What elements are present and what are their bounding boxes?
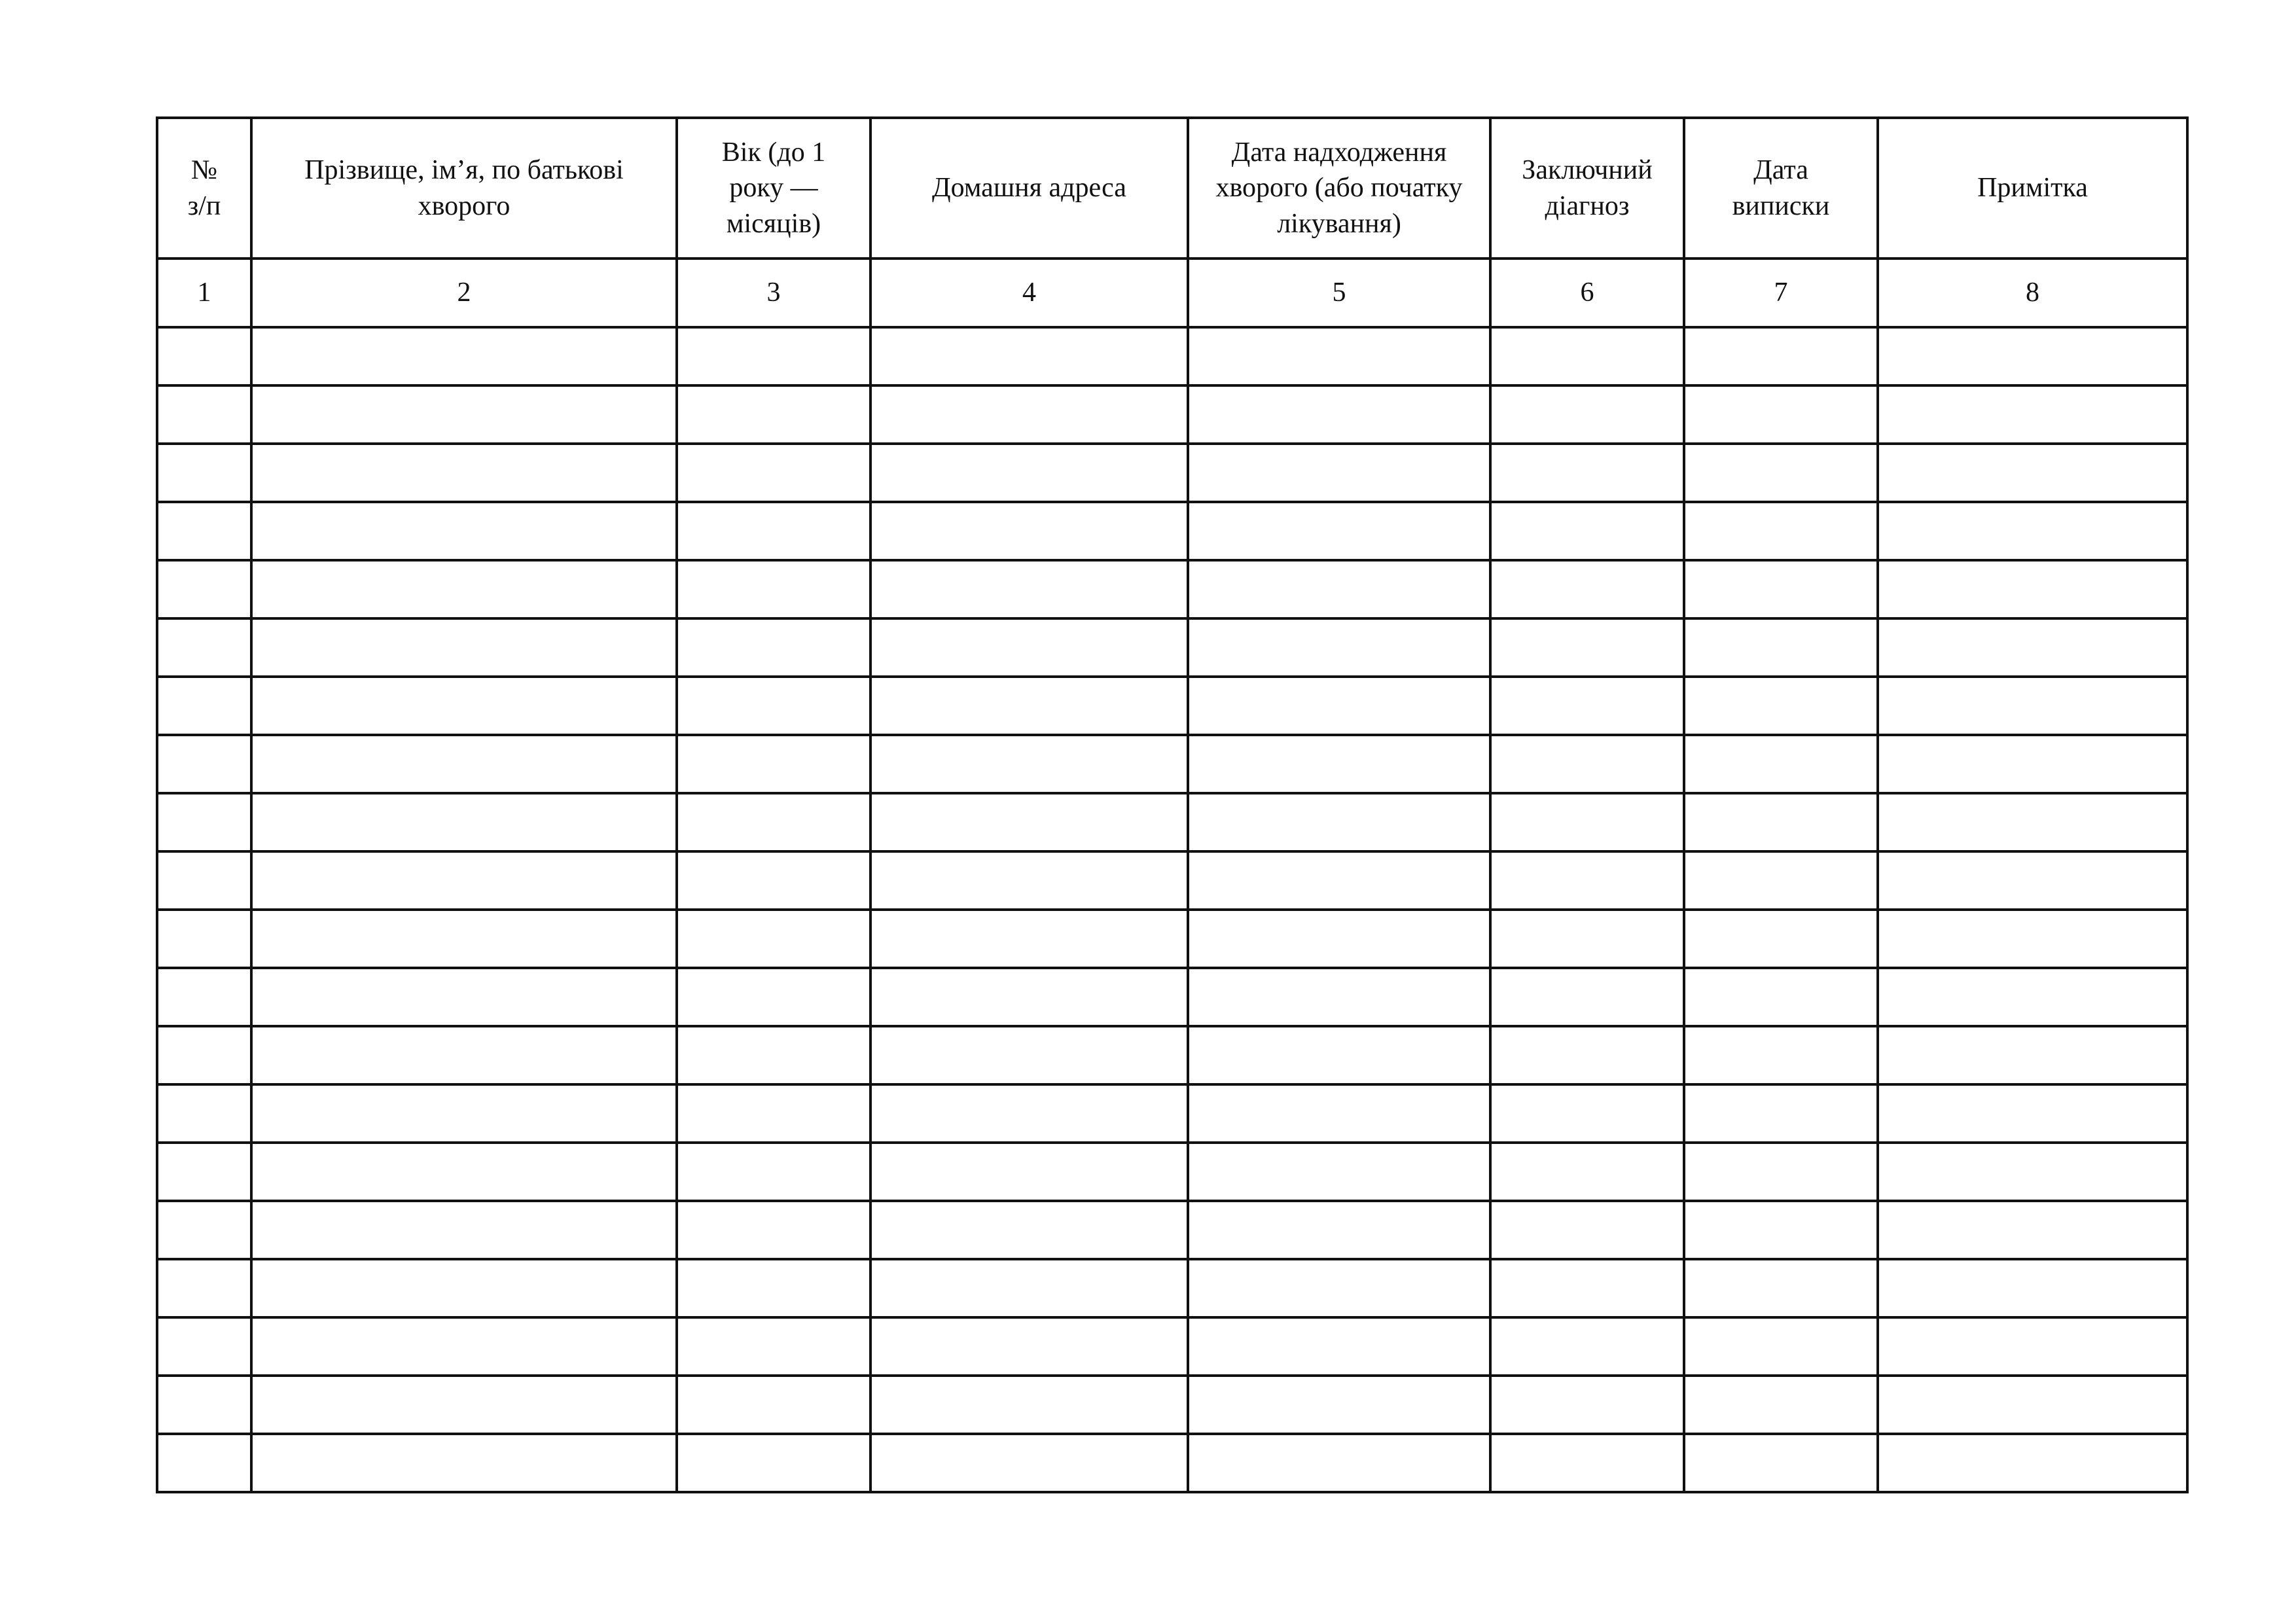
table-row [157, 618, 2187, 677]
empty-cell[interactable] [1188, 1259, 1490, 1317]
column-number-row [157, 259, 2187, 327]
empty-cell[interactable] [677, 1084, 870, 1143]
empty-cell[interactable] [677, 1201, 870, 1259]
table-row [157, 327, 2187, 385]
empty-cell[interactable] [251, 327, 677, 385]
empty-cell[interactable] [157, 1026, 251, 1084]
empty-cell[interactable] [1878, 851, 2187, 910]
empty-cell[interactable] [157, 1143, 251, 1201]
empty-cell[interactable] [677, 618, 870, 677]
empty-cell[interactable] [1188, 560, 1490, 618]
empty-cell[interactable] [1490, 1434, 1684, 1492]
header-label: Вік (до 1 року — місяців) [721, 137, 826, 239]
empty-cell[interactable] [677, 677, 870, 735]
empty-cell[interactable] [1684, 1026, 1878, 1084]
table-row [157, 1143, 2187, 1201]
empty-cell[interactable] [1490, 1317, 1684, 1376]
empty-cell[interactable] [1878, 793, 2187, 851]
empty-cell[interactable] [870, 385, 1188, 444]
empty-cell[interactable] [677, 910, 870, 968]
header-label: Примітка [1977, 173, 2088, 204]
empty-cell[interactable] [1188, 1026, 1490, 1084]
empty-cell[interactable] [1490, 677, 1684, 735]
empty-cell[interactable] [251, 618, 677, 677]
empty-cell[interactable] [870, 968, 1188, 1026]
empty-cell[interactable] [870, 793, 1188, 851]
empty-cell[interactable] [157, 910, 251, 968]
empty-cell[interactable] [677, 444, 870, 502]
table-row [157, 560, 2187, 618]
header-row [157, 118, 2187, 259]
empty-cell[interactable] [1188, 385, 1490, 444]
empty-cell[interactable] [251, 1376, 677, 1434]
empty-cell[interactable] [157, 1084, 251, 1143]
empty-cell[interactable] [1878, 1259, 2187, 1317]
header-cell-number [157, 118, 251, 259]
empty-cell[interactable] [870, 1026, 1188, 1084]
empty-cell[interactable] [1188, 1434, 1490, 1492]
empty-cell[interactable] [1878, 327, 2187, 385]
header-cell-home-address [870, 118, 1188, 259]
empty-cell[interactable] [1684, 1084, 1878, 1143]
header-label: Прізвище, ім’я, по батькові хворого [304, 154, 624, 221]
empty-cell[interactable] [1490, 1201, 1684, 1259]
empty-cell[interactable] [251, 1434, 677, 1492]
empty-cell[interactable] [251, 1026, 677, 1084]
empty-cell[interactable] [1878, 1376, 2187, 1434]
empty-cell[interactable] [251, 735, 677, 793]
empty-cell[interactable] [870, 677, 1188, 735]
header-label: Дата виписки [1732, 154, 1830, 221]
empty-cell[interactable] [157, 1317, 251, 1376]
empty-cell[interactable] [677, 1376, 870, 1434]
empty-cell[interactable] [677, 385, 870, 444]
empty-cell[interactable] [870, 1259, 1188, 1317]
empty-cell[interactable] [1878, 560, 2187, 618]
empty-cell[interactable] [1490, 851, 1684, 910]
empty-cell[interactable] [1684, 560, 1878, 618]
empty-cell[interactable] [677, 1259, 870, 1317]
column-number: 5 [1188, 259, 1490, 327]
table-row [157, 910, 2187, 968]
header-cell-note [1878, 118, 2187, 259]
table-row [157, 677, 2187, 735]
table-body [157, 327, 2187, 1492]
empty-cell[interactable] [870, 1084, 1188, 1143]
empty-cell[interactable] [870, 1201, 1188, 1259]
column-number: 3 [677, 259, 870, 327]
empty-cell[interactable] [251, 677, 677, 735]
empty-cell[interactable] [870, 1317, 1188, 1376]
empty-cell[interactable] [1490, 1084, 1684, 1143]
empty-cell[interactable] [157, 560, 251, 618]
empty-cell[interactable] [1684, 1259, 1878, 1317]
empty-cell[interactable] [1490, 793, 1684, 851]
empty-cell[interactable] [251, 1084, 677, 1143]
empty-cell[interactable] [1684, 968, 1878, 1026]
empty-cell[interactable] [1188, 1317, 1490, 1376]
header-cell-full-name [251, 118, 677, 259]
table-row [157, 1026, 2187, 1084]
empty-cell[interactable] [1490, 444, 1684, 502]
empty-cell[interactable] [1878, 1084, 2187, 1143]
empty-cell[interactable] [870, 502, 1188, 560]
empty-cell[interactable] [251, 1259, 677, 1317]
empty-cell[interactable] [677, 1317, 870, 1376]
empty-cell[interactable] [1878, 1026, 2187, 1084]
empty-cell[interactable] [870, 1376, 1188, 1434]
empty-cell[interactable] [1490, 910, 1684, 968]
empty-cell[interactable] [251, 1317, 677, 1376]
empty-cell[interactable] [1684, 1143, 1878, 1201]
empty-cell[interactable] [1490, 327, 1684, 385]
empty-cell[interactable] [1878, 735, 2187, 793]
table-row [157, 1317, 2187, 1376]
empty-cell[interactable] [251, 502, 677, 560]
empty-cell[interactable] [157, 793, 251, 851]
column-number: 6 [1490, 259, 1684, 327]
empty-cell[interactable] [157, 851, 251, 910]
empty-cell[interactable] [677, 735, 870, 793]
empty-cell[interactable] [870, 851, 1188, 910]
empty-cell[interactable] [1878, 618, 2187, 677]
empty-cell[interactable] [1490, 735, 1684, 793]
empty-cell[interactable] [1684, 1201, 1878, 1259]
empty-cell[interactable] [1188, 910, 1490, 968]
empty-cell[interactable] [870, 560, 1188, 618]
empty-cell[interactable] [870, 618, 1188, 677]
empty-cell[interactable] [1684, 385, 1878, 444]
empty-cell[interactable] [1684, 618, 1878, 677]
empty-cell[interactable] [677, 327, 870, 385]
header-cell-admission-date [1188, 118, 1490, 259]
empty-cell[interactable] [1188, 677, 1490, 735]
empty-cell[interactable] [677, 1434, 870, 1492]
empty-cell[interactable] [1490, 1259, 1684, 1317]
empty-cell[interactable] [157, 1201, 251, 1259]
empty-cell[interactable] [251, 1201, 677, 1259]
empty-cell[interactable] [157, 1259, 251, 1317]
empty-cell[interactable] [251, 560, 677, 618]
empty-cell[interactable] [677, 560, 870, 618]
empty-cell[interactable] [677, 502, 870, 560]
empty-cell[interactable] [251, 968, 677, 1026]
empty-cell[interactable] [251, 851, 677, 910]
empty-cell[interactable] [677, 851, 870, 910]
empty-cell[interactable] [1490, 968, 1684, 1026]
empty-cell[interactable] [1188, 1084, 1490, 1143]
empty-cell[interactable] [1188, 793, 1490, 851]
empty-cell[interactable] [1878, 444, 2187, 502]
empty-cell[interactable] [1878, 1201, 2187, 1259]
empty-cell[interactable] [1878, 1317, 2187, 1376]
empty-cell[interactable] [1878, 968, 2187, 1026]
empty-cell[interactable] [157, 735, 251, 793]
empty-cell[interactable] [1188, 968, 1490, 1026]
header-cell-final-diagnosis [1490, 118, 1684, 259]
empty-cell[interactable] [870, 735, 1188, 793]
empty-cell[interactable] [251, 385, 677, 444]
empty-cell[interactable] [1684, 735, 1878, 793]
empty-cell[interactable] [157, 677, 251, 735]
header-label: Заключний діагноз [1522, 154, 1653, 221]
table-row [157, 444, 2187, 502]
empty-cell[interactable] [677, 793, 870, 851]
empty-cell[interactable] [157, 444, 251, 502]
header-cell-discharge-date [1684, 118, 1878, 259]
column-number: 2 [251, 259, 677, 327]
empty-cell[interactable] [1188, 851, 1490, 910]
empty-cell[interactable] [1684, 851, 1878, 910]
empty-cell[interactable] [157, 968, 251, 1026]
empty-cell[interactable] [870, 444, 1188, 502]
empty-cell[interactable] [1878, 677, 2187, 735]
empty-cell[interactable] [677, 968, 870, 1026]
table-row [157, 851, 2187, 910]
column-number: 4 [870, 259, 1188, 327]
empty-cell[interactable] [677, 1026, 870, 1084]
empty-cell[interactable] [1188, 618, 1490, 677]
empty-cell[interactable] [1490, 560, 1684, 618]
empty-cell[interactable] [1490, 385, 1684, 444]
empty-cell[interactable] [251, 793, 677, 851]
empty-cell[interactable] [1684, 1317, 1878, 1376]
header-label: № з/п [187, 154, 221, 221]
patient-register-table [156, 116, 2189, 1493]
header-cell-age [677, 118, 870, 259]
table-row [157, 1084, 2187, 1143]
empty-cell[interactable] [1684, 444, 1878, 502]
empty-cell[interactable] [251, 910, 677, 968]
table-row [157, 968, 2187, 1026]
empty-cell[interactable] [1684, 1434, 1878, 1492]
empty-cell[interactable] [157, 385, 251, 444]
empty-cell[interactable] [1490, 1026, 1684, 1084]
empty-cell[interactable] [870, 910, 1188, 968]
header-label: Домашня адреса [932, 173, 1126, 204]
empty-cell[interactable] [1490, 618, 1684, 677]
table-row [157, 1259, 2187, 1317]
column-number: 8 [1878, 259, 2187, 327]
column-number: 7 [1684, 259, 1878, 327]
empty-cell[interactable] [251, 1143, 677, 1201]
table-row [157, 1376, 2187, 1434]
empty-cell[interactable] [1188, 1201, 1490, 1259]
empty-cell[interactable] [1684, 1376, 1878, 1434]
column-number: 1 [157, 259, 251, 327]
table-row [157, 502, 2187, 560]
empty-cell[interactable] [1490, 1376, 1684, 1434]
empty-cell[interactable] [1878, 910, 2187, 968]
empty-cell[interactable] [870, 327, 1188, 385]
empty-cell[interactable] [1188, 1143, 1490, 1201]
header-label: Дата надходження хворого (або початку лікування) [1215, 137, 1463, 239]
empty-cell[interactable] [1188, 735, 1490, 793]
table-row [157, 385, 2187, 444]
empty-cell[interactable] [1188, 502, 1490, 560]
empty-cell[interactable] [1684, 502, 1878, 560]
empty-cell[interactable] [870, 1434, 1188, 1492]
table-row [157, 793, 2187, 851]
empty-cell[interactable] [157, 327, 251, 385]
empty-cell[interactable] [1878, 385, 2187, 444]
empty-cell[interactable] [1878, 1434, 2187, 1492]
empty-cell[interactable] [1684, 677, 1878, 735]
empty-cell[interactable] [251, 444, 677, 502]
empty-cell[interactable] [1684, 910, 1878, 968]
empty-cell[interactable] [1684, 793, 1878, 851]
empty-cell[interactable] [157, 502, 251, 560]
empty-cell[interactable] [1684, 327, 1878, 385]
empty-cell[interactable] [1878, 502, 2187, 560]
empty-cell[interactable] [677, 1143, 870, 1201]
empty-cell[interactable] [1188, 1376, 1490, 1434]
empty-cell[interactable] [870, 1143, 1188, 1201]
table-row [157, 735, 2187, 793]
empty-cell[interactable] [1188, 327, 1490, 385]
empty-cell[interactable] [1490, 502, 1684, 560]
empty-cell[interactable] [157, 1376, 251, 1434]
empty-cell[interactable] [1188, 444, 1490, 502]
empty-cell[interactable] [157, 1434, 251, 1492]
empty-cell[interactable] [157, 618, 251, 677]
empty-cell[interactable] [1490, 1143, 1684, 1201]
table-row [157, 1434, 2187, 1492]
table-row [157, 1201, 2187, 1259]
empty-cell[interactable] [1878, 1143, 2187, 1201]
